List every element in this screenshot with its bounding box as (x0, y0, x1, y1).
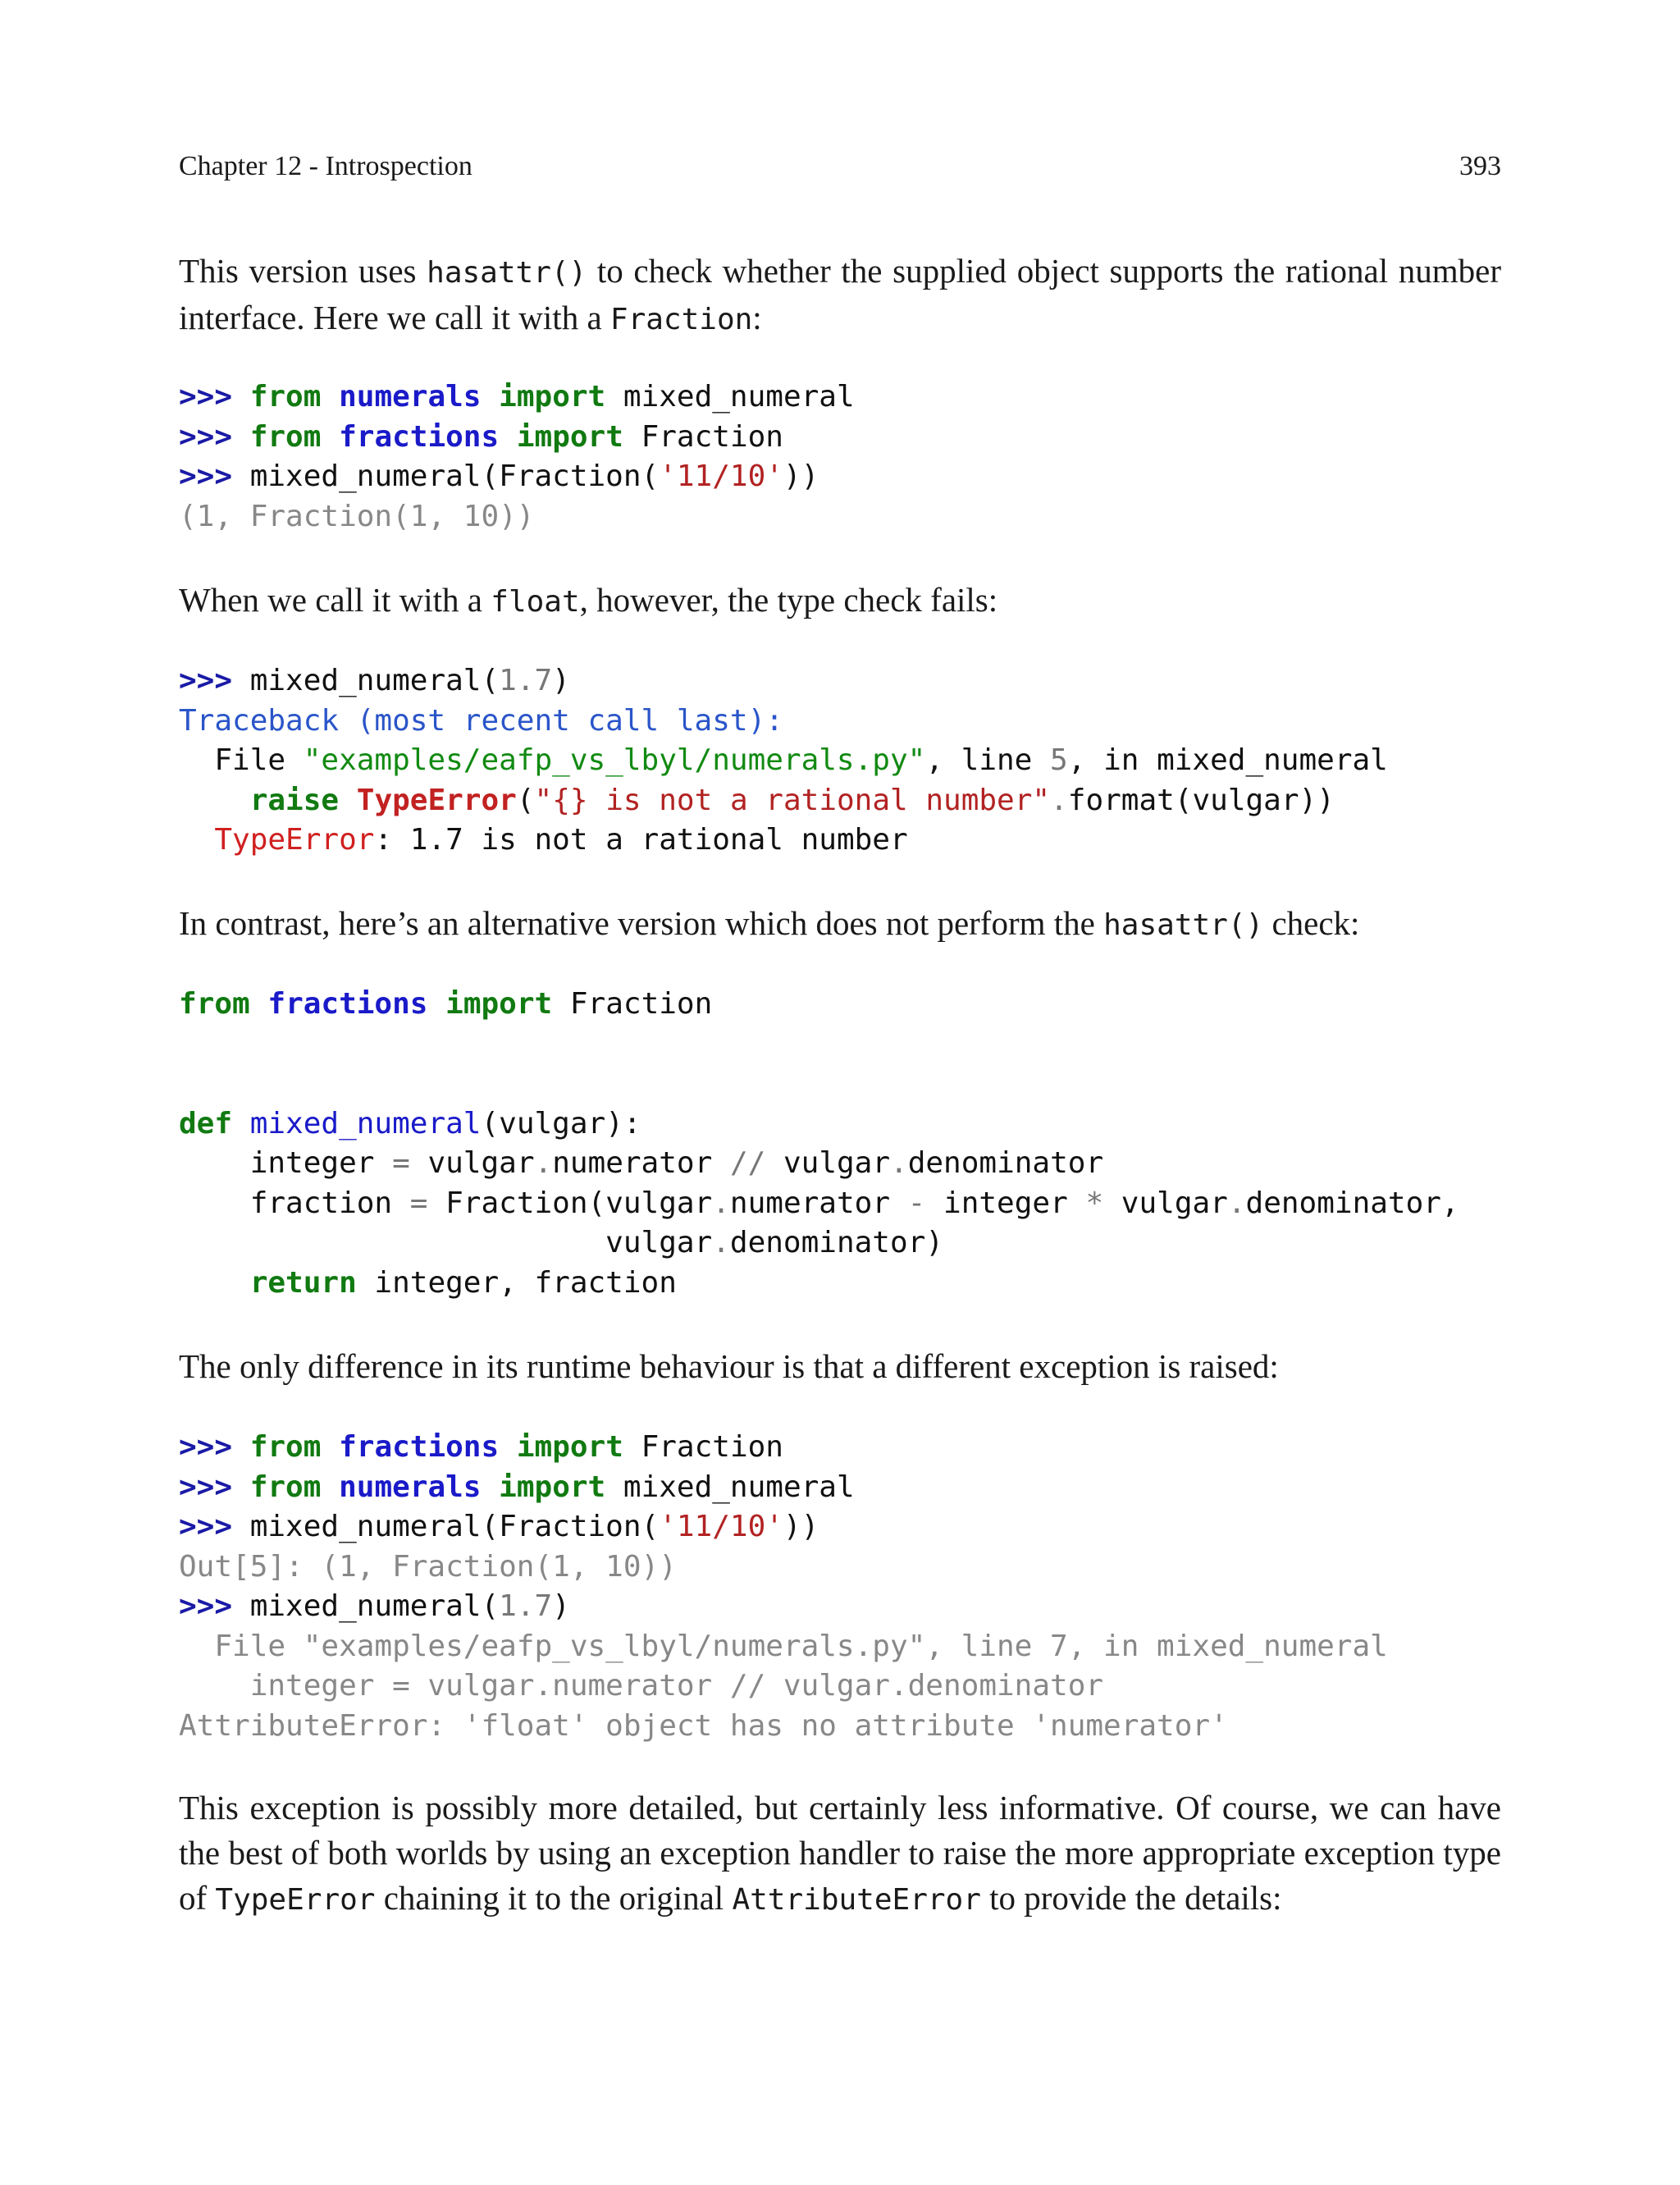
code-token: ) (552, 1589, 570, 1623)
code-token: fractions (267, 987, 428, 1021)
code-line (179, 1707, 1501, 1747)
code-token: fractions (339, 419, 500, 454)
code-token: from (249, 380, 322, 414)
code-token: vulgar (179, 1226, 713, 1259)
code-token: >>> (179, 419, 250, 454)
code-line (179, 821, 1501, 861)
paragraph-text: In contrast, here’s an alternative version which does not perform the (179, 904, 1104, 942)
code-token: numerals (339, 1470, 482, 1504)
code-token: . (890, 1146, 908, 1180)
code-token (321, 1470, 339, 1504)
code-token (179, 1266, 250, 1300)
code-token: mixed_numeral (249, 1106, 482, 1140)
code-token: >>> (179, 1430, 250, 1464)
code-token: , line (925, 743, 1051, 777)
code-listing (179, 377, 1501, 537)
code-line (179, 1666, 1501, 1707)
code-token: numerator (729, 1186, 908, 1220)
code-token (250, 987, 268, 1021)
code-line (179, 1587, 1501, 1627)
code-token (481, 380, 499, 414)
code-token: from (249, 1470, 322, 1504)
code-token: 5 (1050, 743, 1068, 777)
code-token (481, 1470, 499, 1504)
code-token: integer = vulgar.numerator // vulgar.denominator (179, 1669, 1104, 1703)
code-token: denominator, (1245, 1186, 1459, 1220)
paragraph-hasattr-intro (179, 249, 1501, 342)
code-token: import (516, 1430, 623, 1464)
code-line (179, 702, 1501, 742)
code-line (179, 1064, 1501, 1104)
code-token: Out[5]: (1, Fraction(1, 10)) (179, 1549, 677, 1584)
code-listing (179, 661, 1501, 861)
code-token (179, 823, 214, 857)
paragraph-text: When we call it with a (179, 581, 491, 619)
code-token: '11/10' (659, 1510, 783, 1543)
code-token: Traceback (most recent call last): (179, 703, 783, 738)
paragraph-text: This exception is possibly more detailed, but certainly less informative. Of course, we can have the best of both worlds by using an exception handler to raise the more appropriate exception type of (179, 1789, 1501, 1917)
code-line (179, 1507, 1501, 1547)
paragraph-exception-chaining (179, 1785, 1501, 1922)
code-token: : 1.7 is not a rational number (374, 823, 908, 857)
code-line (179, 1104, 1501, 1145)
code-token: . (1050, 783, 1068, 817)
code-token: >>> (179, 1510, 250, 1543)
code-token: numerals (339, 380, 482, 414)
code-token: denominator) (729, 1226, 943, 1259)
code-token: "examples/eafp_vs_lbyl/numerals.py" (303, 743, 926, 777)
code-token (321, 1430, 339, 1464)
code-token (427, 987, 445, 1021)
code-token: . (534, 1146, 553, 1180)
code-block-mixed-numeral-def (179, 985, 1501, 1303)
code-token: format(vulgar)) (1067, 783, 1335, 817)
code-token: Fraction (552, 987, 713, 1021)
code-token: = (409, 1186, 428, 1220)
code-token: fractions (339, 1430, 500, 1464)
code-token: fraction (179, 1186, 410, 1220)
inline-code: TypeError (215, 1883, 376, 1917)
code-token: >>> (179, 459, 250, 493)
page-header (179, 146, 1501, 187)
paragraph-float-fails (179, 578, 1501, 624)
code-token: numerator (552, 1146, 730, 1180)
code-token: mixed_numeral (605, 1470, 855, 1504)
code-line (179, 377, 1501, 418)
code-line (179, 1223, 1501, 1264)
code-token: integer, fraction (356, 1265, 677, 1300)
code-token: ( (516, 783, 535, 817)
code-token: . (712, 1186, 730, 1220)
page-number: 393 (1459, 151, 1501, 181)
code-token: '11/10' (659, 459, 783, 493)
code-token: 1.7 (499, 664, 553, 697)
code-block-attributeerror-traceback (179, 1428, 1501, 1746)
code-token: (vulgar): (481, 1106, 641, 1140)
chapter-title: Chapter 12 - Introspection (179, 151, 472, 181)
code-token: integer (925, 1186, 1086, 1220)
code-token: import (499, 380, 606, 414)
code-token: Fraction (623, 419, 783, 454)
code-token (179, 1067, 197, 1100)
code-token: >>> (179, 380, 250, 414)
code-token: ) (552, 664, 570, 697)
code-token (232, 1107, 250, 1140)
inline-code: hasattr() (1103, 908, 1264, 942)
code-token: Fraction (623, 1430, 783, 1464)
code-listing (179, 985, 1501, 1303)
paragraph-text: , however, the type check fails: (579, 581, 998, 619)
code-token: TypeError (214, 823, 375, 857)
code-line (179, 418, 1501, 458)
code-token: >>> (179, 664, 250, 697)
code-token (179, 1027, 197, 1061)
code-token: return (249, 1265, 357, 1300)
inline-code: AttributeError (732, 1883, 981, 1917)
code-token: from (249, 419, 322, 454)
code-token (321, 420, 339, 454)
code-token: TypeError (356, 783, 517, 817)
code-token (179, 784, 250, 817)
paragraph-difference (179, 1344, 1501, 1389)
code-line (179, 985, 1501, 1025)
code-token: raise (249, 783, 340, 817)
paragraph-text: to check whether the supplied object supports the rational number interface. Here we call it with a (179, 252, 1501, 336)
code-line (179, 1025, 1501, 1065)
paragraph-text: check: (1263, 904, 1360, 942)
code-token: File (179, 743, 304, 777)
code-token: // (729, 1146, 766, 1180)
code-token (499, 420, 517, 454)
code-token: import (516, 419, 623, 454)
code-token (321, 380, 339, 414)
code-line (179, 1428, 1501, 1468)
code-token: vulgar (1103, 1186, 1228, 1220)
inline-code: Fraction (609, 303, 753, 336)
code-token: AttributeError: 'float' object has no attribute 'numerator' (179, 1708, 1228, 1743)
paragraph-text: The only difference in its runtime behaviour is that a different exception is raised: (179, 1347, 1279, 1385)
inline-code: hasattr() (427, 256, 587, 290)
code-line (179, 1627, 1501, 1667)
code-listing (179, 1428, 1501, 1746)
code-line (179, 497, 1501, 537)
code-token: mixed_numeral(Fraction( (249, 1510, 660, 1543)
code-token: * (1085, 1186, 1104, 1220)
code-token: )) (783, 1510, 819, 1543)
code-token: . (1227, 1186, 1246, 1220)
code-line (179, 741, 1501, 781)
code-block-fraction-call (179, 377, 1501, 537)
code-token (339, 784, 357, 817)
code-token: import (445, 987, 553, 1021)
code-token (499, 1430, 517, 1464)
code-token: >>> (179, 1589, 250, 1623)
code-line (179, 457, 1501, 497)
code-token: import (499, 1470, 606, 1504)
paragraph-text: This version uses (179, 252, 427, 290)
code-token: >>> (179, 1470, 250, 1504)
code-line (179, 1184, 1501, 1224)
code-token: . (712, 1226, 730, 1259)
inline-code: float (491, 585, 580, 619)
code-token: - (907, 1186, 926, 1220)
code-token: def (179, 1106, 233, 1140)
code-token: mixed_numeral( (249, 1589, 500, 1623)
code-line (179, 1468, 1501, 1508)
code-token: vulgar (765, 1146, 891, 1180)
code-token: )) (783, 459, 819, 493)
paragraph-text: : (752, 299, 762, 336)
code-token: from (179, 987, 250, 1021)
code-token: from (249, 1430, 322, 1464)
code-token: , in mixed_numeral (1067, 743, 1388, 777)
code-token: integer (179, 1146, 393, 1180)
code-token: (1, Fraction(1, 10)) (179, 499, 535, 533)
code-token: 1.7 (499, 1589, 553, 1623)
code-token: File "examples/eafp_vs_lbyl/numerals.py", line 7, in mixed_numeral (179, 1629, 1388, 1663)
code-line (179, 1264, 1501, 1304)
code-line (179, 661, 1501, 702)
code-block-typeerror-traceback (179, 661, 1501, 861)
code-token: mixed_numeral (605, 380, 855, 414)
paragraph-text: to provide the details: (980, 1879, 1282, 1917)
code-token: = (392, 1146, 410, 1180)
code-line (179, 781, 1501, 821)
code-token: mixed_numeral(Fraction( (249, 459, 660, 493)
code-token: denominator (907, 1146, 1104, 1180)
paragraph-text: chaining it to the original (375, 1879, 733, 1917)
code-token: vulgar (409, 1146, 535, 1180)
code-token: mixed_numeral( (249, 664, 500, 697)
code-line (179, 1547, 1501, 1588)
code-token: Fraction(vulgar (427, 1186, 713, 1220)
code-token: "{} is not a rational number" (534, 783, 1051, 817)
code-line (179, 1144, 1501, 1184)
paragraph-alternative-version (179, 901, 1501, 948)
